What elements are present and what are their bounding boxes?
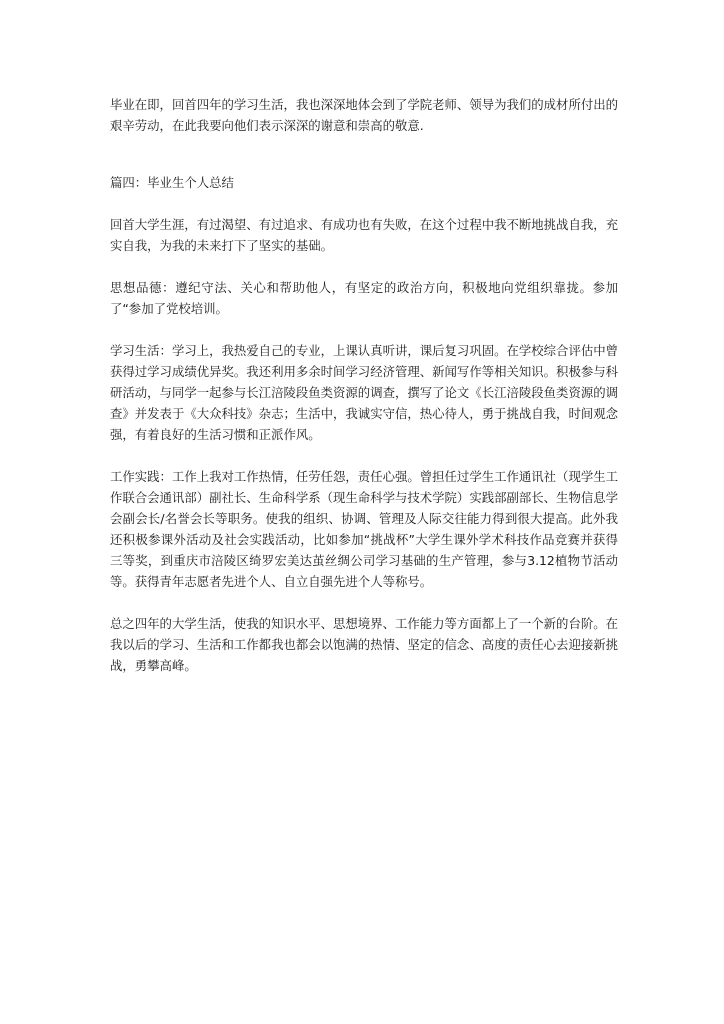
ideology-paragraph: 思想品德：遵纪守法、关心和帮助他人，有坚定的政治方向，积极地向党组织靠拢。参加了“参加了党校培训。 [110,280,618,316]
document-body [110,94,618,676]
study-life-paragraph: 学习生活：学习上，我热爱自己的专业，上课认真听讲，课后复习巩固。在学校综合评估中曾获得过学习成绩优异奖。我还利用多余时间学习经济管理、新闻写作等相关知识。积极参与科研活动，与同学一起参与长江涪陵段鱼类资源的调查，撰写了论文《长江涪陵段鱼类资源的调查》并发表于《大众科技》杂志；生活中，我诚实守信，热心待人，勇于挑战自我，时间观念强，有着良好的生活习惯和正派作风。 [110,343,619,442]
spacer [110,256,618,277]
work-practice-paragraph: 工作实践：工作上我对工作热情，任劳任怨，责任心强。曾担任过学生工作通讯社（现学生工作联合会通讯部）副社长、生命科学系（现生命科学与技术学院）实践部副部长、生物信息学会副会长/名誉会长等职务。使我的组织、协调、管理及人际交往能力得到很大提高。此外我还积极参课外活动及社会实践活动，比如参加“挑战杯”大学生课外学术科技作品竞赛并获得三等奖，到重庆市涪陵区绮罗宏美达茧丝绸公司学习基础的生产管理，参与3.12植物节活动等。获得青年志愿者先进个人、自立自强先进个人等称号。 [110,469,619,589]
spacer [110,592,618,613]
spacer [110,319,618,340]
summary-paragraph: 回首大学生涯，有过渴望、有过追求、有成功也有失败，在这个过程中我不断地挑战自我，充实自我，为我的未来打下了坚实的基础。 [110,217,619,253]
conclusion-paragraph: 总之四年的大学生活，使我的知识水平、思想境界、工作能力等方面都上了一个新的台阶。在我以后的学习、生活和工作都我也都会以饱满的热情、坚定的信念、高度的责任心去迎接新挑战，勇攀高峰。 [110,616,619,673]
section-heading: 篇四：毕业生个人总结 [110,175,234,190]
spacer [110,193,618,214]
intro-paragraph: 毕业在即，回首四年的学习生活，我也深深地体会到了学院老师、领导为我们的成材所付出的艰辛劳动，在此我要向他们表示深深的谢意和崇高的敬意. [110,97,619,133]
spacer [110,136,618,172]
spacer [110,445,618,466]
